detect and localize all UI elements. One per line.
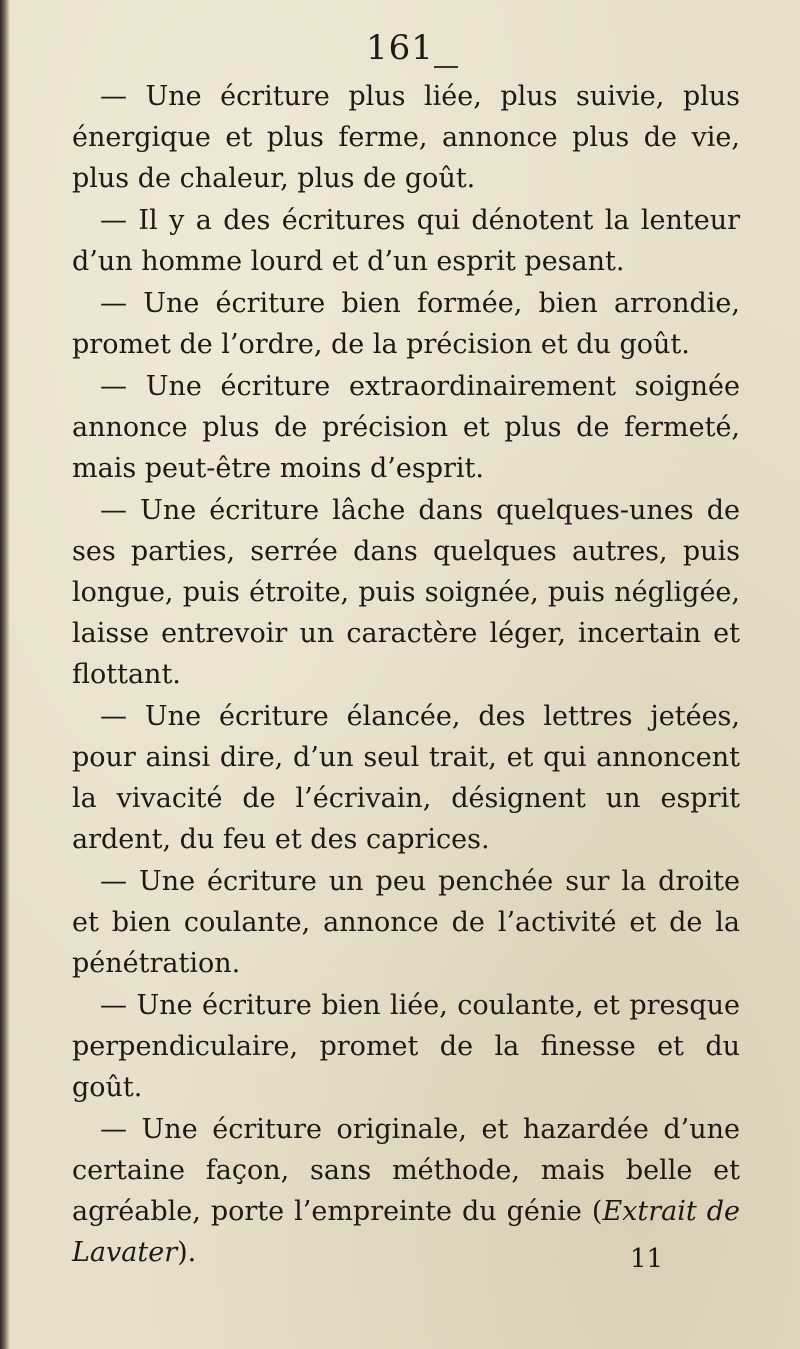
- paragraph: — Une écriture bien liée, coulante, et presque perpendiculaire, promet de la finesse et du goût.: [72, 990, 740, 1103]
- signature-mark: 11: [630, 1244, 664, 1274]
- page-number: 161: [0, 28, 800, 68]
- book-spine-edge: [0, 0, 10, 1349]
- paragraph: — Une écriture lâche dans quelques-unes de ses parties, serrée dans quelques autres, puis longue, puis étroite, puis soignée, puis négligée, laisse entrevoir un caractère léger, incertain et flottant.: [72, 495, 740, 690]
- paragraph-text: — Une écriture originale, et hazardée d’une certaine façon, sans méthode, mais belle et agréable, porte l’empreinte du génie (: [72, 1114, 740, 1227]
- paragraph: — Une écriture plus liée, plus suivie, plus énergique et plus ferme, annonce plus de vie, plus de chaleur, plus de goût.: [72, 81, 740, 194]
- source-citation: Extrait de Lavater: [72, 1196, 740, 1268]
- paragraph: — Il y a des écritures qui dénotent la lenteur d’un homme lourd et d’un esprit pesant.: [72, 205, 740, 277]
- paragraph: — Une écriture bien formée, bien arrondie, promet de l’ordre, de la précision et du goût.: [72, 288, 740, 360]
- paragraph: — Une écriture extraordinairement soignée annonce plus de précision et plus de fermeté, mais peut-être moins d’esprit.: [72, 371, 740, 484]
- paragraph: — Une écriture élancée, des lettres jetées, pour ainsi dire, d’un seul trait, et qui annoncent la vivacité de l’écrivain, désignent un esprit ardent, du feu et des caprices.: [72, 701, 740, 855]
- paragraph: — Une écriture un peu penchée sur la droite et bien coulante, annonce de l’activité et de la pénétration.: [72, 866, 740, 979]
- page-body: [72, 76, 740, 1274]
- paragraph-end: ).: [177, 1237, 197, 1268]
